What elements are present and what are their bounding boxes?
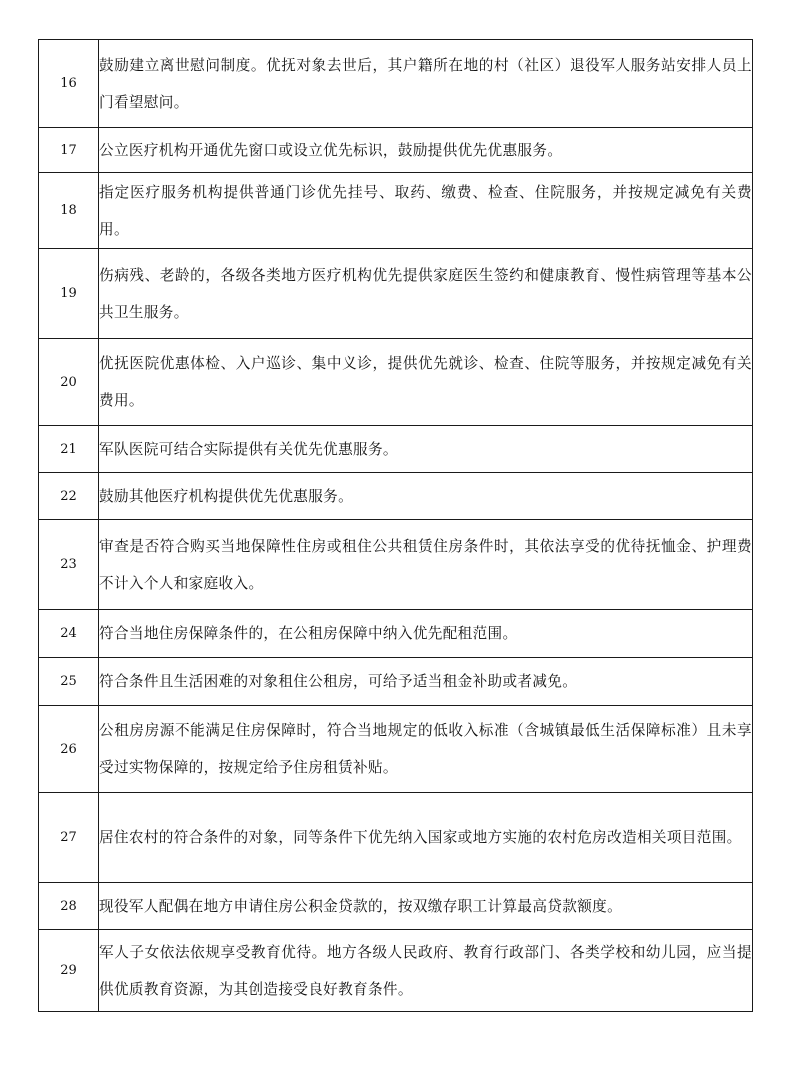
table-row bbox=[39, 706, 753, 793]
row-text: 鼓励其他医疗机构提供优先优惠服务。 bbox=[99, 473, 753, 520]
row-text: 鼓励建立离世慰问制度。优抚对象去世后，其户籍所在地的村（社区）退役军人服务站安排人员上门看望慰问。 bbox=[99, 40, 753, 128]
policy-table bbox=[38, 39, 753, 1012]
table-row bbox=[39, 930, 753, 1012]
row-text: 伤病残、老龄的，各级各类地方医疗机构优先提供家庭医生签约和健康教育、慢性病管理等基本公共卫生服务。 bbox=[99, 249, 753, 339]
row-text: 指定医疗服务机构提供普通门诊优先挂号、取药、缴费、检查、住院服务，并按规定减免有关费用。 bbox=[99, 173, 753, 249]
table-row bbox=[39, 473, 753, 520]
row-number: 21 bbox=[39, 426, 99, 473]
table-row bbox=[39, 793, 753, 883]
row-text: 公租房房源不能满足住房保障时，符合当地规定的低收入标准（含城镇最低生活保障标准）且未享受过实物保障的，按规定给予住房租赁补贴。 bbox=[99, 706, 753, 793]
row-number: 27 bbox=[39, 793, 99, 883]
table-row bbox=[39, 249, 753, 339]
row-text: 居住农村的符合条件的对象，同等条件下优先纳入国家或地方实施的农村危房改造相关项目范围。 bbox=[99, 793, 753, 883]
table-row bbox=[39, 40, 753, 128]
row-number: 23 bbox=[39, 520, 99, 610]
row-text: 公立医疗机构开通优先窗口或设立优先标识，鼓励提供优先优惠服务。 bbox=[99, 128, 753, 173]
row-number: 24 bbox=[39, 610, 99, 658]
row-text: 审查是否符合购买当地保障性住房或租住公共租赁住房条件时，其依法享受的优待抚恤金、护理费不计入个人和家庭收入。 bbox=[99, 520, 753, 610]
table-row bbox=[39, 610, 753, 658]
row-text: 符合当地住房保障条件的，在公租房保障中纳入优先配租范围。 bbox=[99, 610, 753, 658]
row-number: 17 bbox=[39, 128, 99, 173]
row-number: 26 bbox=[39, 706, 99, 793]
row-number: 18 bbox=[39, 173, 99, 249]
table-row bbox=[39, 339, 753, 426]
row-number: 28 bbox=[39, 883, 99, 930]
row-number: 19 bbox=[39, 249, 99, 339]
table-row bbox=[39, 520, 753, 610]
row-text: 现役军人配偶在地方申请住房公积金贷款的，按双缴存职工计算最高贷款额度。 bbox=[99, 883, 753, 930]
row-text: 符合条件且生活困难的对象租住公租房，可给予适当租金补助或者减免。 bbox=[99, 658, 753, 706]
row-text: 军队医院可结合实际提供有关优先优惠服务。 bbox=[99, 426, 753, 473]
row-number: 29 bbox=[39, 930, 99, 1012]
table-row bbox=[39, 658, 753, 706]
row-number: 20 bbox=[39, 339, 99, 426]
row-text: 优抚医院优惠体检、入户巡诊、集中义诊，提供优先就诊、检查、住院等服务，并按规定减免有关费用。 bbox=[99, 339, 753, 426]
table-row bbox=[39, 883, 753, 930]
row-number: 16 bbox=[39, 40, 99, 128]
row-number: 22 bbox=[39, 473, 99, 520]
row-number: 25 bbox=[39, 658, 99, 706]
table-row bbox=[39, 426, 753, 473]
table-row bbox=[39, 128, 753, 173]
table-row bbox=[39, 173, 753, 249]
row-text: 军人子女依法依规享受教育优待。地方各级人民政府、教育行政部门、各类学校和幼儿园，应当提供优质教育资源，为其创造接受良好教育条件。 bbox=[99, 930, 753, 1012]
